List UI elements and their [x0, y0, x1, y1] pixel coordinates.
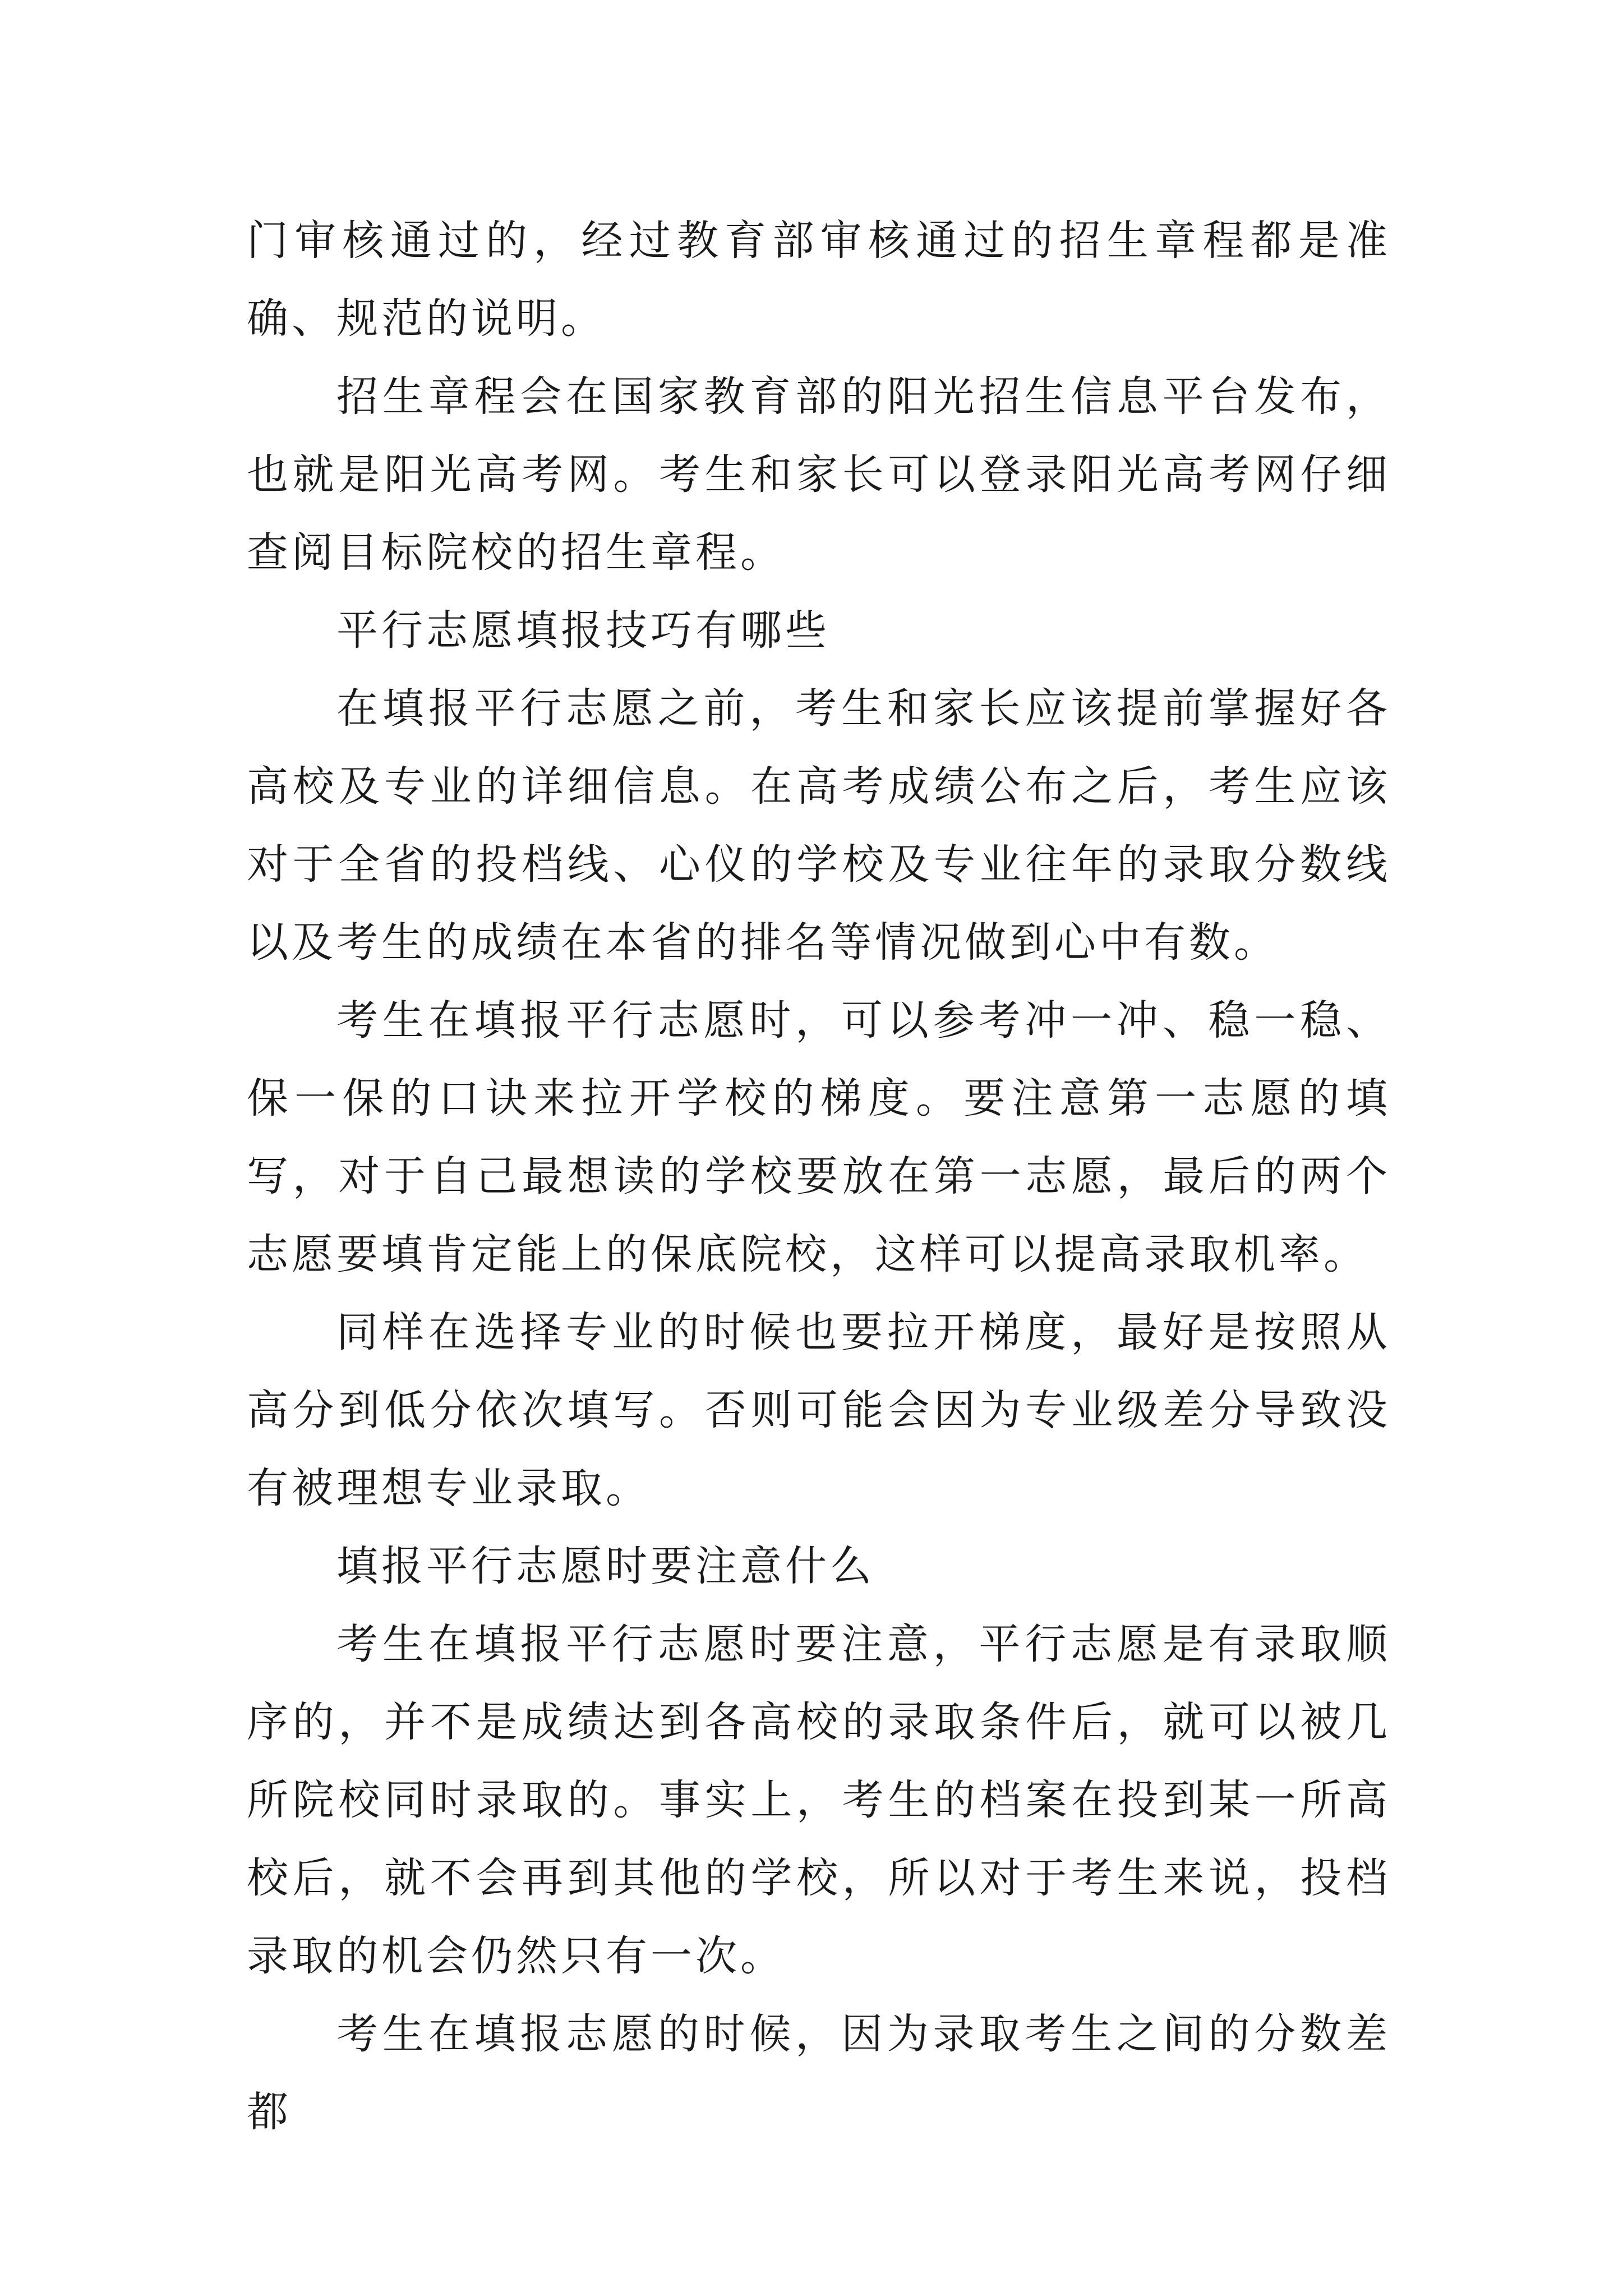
paragraph: 在填报平行志愿之前，考生和家长应该提前掌握好各高校及专业的详细信息。在高考成绩公布之后，考生应该对于全省的投档线、心仪的学校及专业往年的录取分数线以及考生的成绩在本省的排名等情况做到心中有数。	[247, 684, 1391, 967]
paragraph: 同样在选择专业的时候也要拉开梯度，最好是按照从高分到低分依次填写。否则可能会因为专业级差分导致没有被理想专业录取。	[247, 1308, 1391, 1512]
paragraph-continued: 门审核通过的，经过教育部审核通过的招生章程都是准确、规范的说明。	[247, 217, 1391, 343]
paragraph: 考生在填报平行志愿时，可以参考冲一冲、稳一稳、保一保的口诀来拉开学校的梯度。要注意第一志愿的填写，对于自己最想读的学校要放在第一志愿，最后的两个志愿要填肯定能上的保底院校，这样可以提高录取机率。	[247, 996, 1391, 1278]
paragraph: 考生在填报志愿的时候，因为录取考生之间的分数差都	[247, 2010, 1391, 2136]
paragraph: 考生在填报平行志愿时要注意，平行志愿是有录取顺序的，并不是成绩达到各高校的录取条件后，就可以被几所院校同时录取的。事实上，考生的档案在投到某一所高校后，就不会再到其他的学校，所以对于考生来说，投档录取的机会仍然只有一次。	[247, 1620, 1391, 1980]
document-body	[247, 202, 1391, 2151]
paragraph: 招生章程会在国家教育部的阳光招生信息平台发布，也就是阳光高考网。考生和家长可以登录阳光高考网仔细查阅目标院校的招生章程。	[247, 372, 1391, 577]
section-heading: 填报平行志愿时要注意什么	[336, 1542, 875, 1590]
section-heading: 平行志愿填报技巧有哪些	[336, 606, 830, 655]
